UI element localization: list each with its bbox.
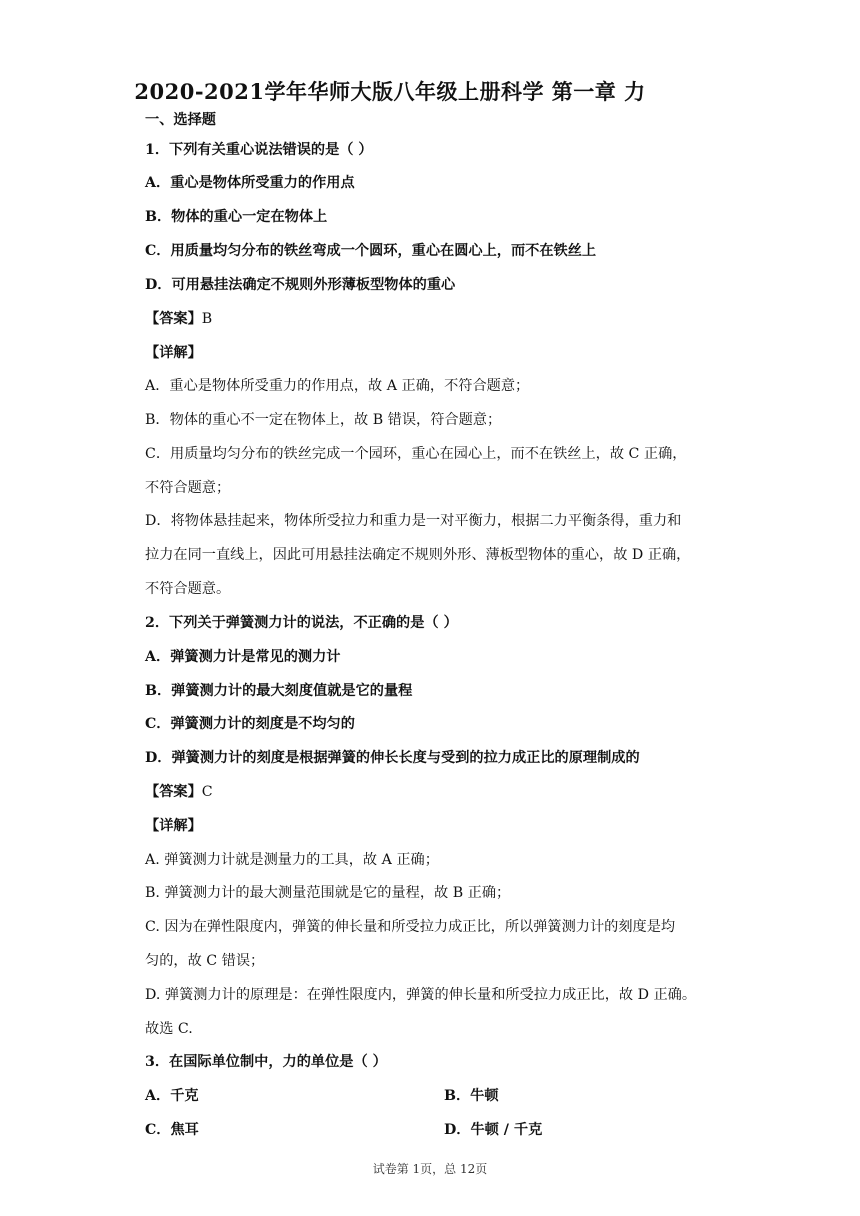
question-2-option-d: D．弹簧测力计的刻度是根据弹簧的伸长长度与受到的拉力成正比的原理制成的 bbox=[145, 750, 640, 766]
question-2-answer bbox=[145, 782, 213, 802]
answer-value: C bbox=[201, 784, 213, 800]
question-1-explanation-line: 不符合题意； bbox=[145, 480, 231, 496]
question-1-analysis-label: 【详解】 bbox=[145, 345, 202, 361]
question-1-explanation-line: D．将物体悬挂起来，物体所受拉力和重力是一对平衡力，根据二力平衡条得，重力和 bbox=[145, 513, 682, 529]
question-3-option-c: C．焦耳 bbox=[145, 1122, 199, 1138]
question-1-option-d: D．可用悬挂法确定不规则外形薄板型物体的重心 bbox=[145, 277, 456, 293]
question-1-explanation-line: C．用质量均匀分布的铁丝完成一个园环，重心在园心上，而不在铁丝上，故 C 正确， bbox=[145, 446, 687, 462]
answer-label: 【答案】 bbox=[145, 784, 202, 800]
question-2-explanation-line: C. 因为在弹性限度内，弹簧的伸长量和所受拉力成正比，所以弹簧测力计的刻度是均 bbox=[145, 919, 676, 935]
answer-value: B bbox=[201, 311, 213, 327]
question-1-explanation-line: B．物体的重心不一定在物体上，故 B 错误，符合题意； bbox=[145, 412, 502, 428]
page-footer: 试卷第 1页，总 12页 bbox=[372, 1162, 488, 1176]
question-2-option-b: B．弹簧测力计的最大刻度值就是它的量程 bbox=[145, 683, 413, 699]
question-3-option-b: B．牛顿 bbox=[444, 1088, 499, 1104]
answer-label: 【答案】 bbox=[145, 311, 202, 327]
question-1-explanation-line: 拉力在同一直线上，因此可用悬挂法确定不规则外形、薄板型物体的重心，故 D 正确， bbox=[145, 547, 691, 563]
question-1-explanation-line: 不符合题意。 bbox=[145, 581, 231, 597]
question-2-explanation-line: A. 弹簧测力计就是测量力的工具，故 A 正确； bbox=[145, 852, 439, 868]
question-2-option-a: A．弹簧测力计是常见的测力计 bbox=[145, 649, 341, 665]
question-2-explanation-line: B. 弹簧测力计的最大测量范围就是它的量程，故 B 正确； bbox=[145, 885, 511, 901]
question-1-option-b: B．物体的重心一定在物体上 bbox=[145, 209, 328, 225]
section-heading: 一、选择题 bbox=[145, 112, 216, 128]
question-1-answer bbox=[145, 309, 212, 329]
question-2-analysis-label: 【详解】 bbox=[145, 818, 202, 834]
question-2-explanation-line: 故选 C. bbox=[145, 1021, 193, 1037]
question-1-explanation-line: A．重心是物体所受重力的作用点，故 A 正确，不符合题意； bbox=[145, 378, 530, 394]
question-2-explanation-line: D. 弹簧测力计的原理是：在弹性限度内，弹簧的伸长量和所受拉力成正比，故 D 正确。 bbox=[145, 987, 697, 1003]
question-3-option-d: D．牛顿 / 千克 bbox=[444, 1122, 543, 1138]
question-1-stem: 1．下列有关重心说法错误的是（ ） bbox=[145, 142, 373, 158]
question-2-option-c: C．弹簧测力计的刻度是不均匀的 bbox=[145, 716, 355, 732]
question-3-option-a: A．千克 bbox=[145, 1088, 199, 1104]
page-title: 2020-2021学年华师大版八年级上册科学 第一章 力 bbox=[134, 79, 646, 104]
question-2-stem: 2．下列关于弹簧测力计的说法，不正确的是（ ） bbox=[145, 615, 458, 631]
question-1-option-c: C．用质量均匀分布的铁丝弯成一个圆环，重心在圆心上，而不在铁丝上 bbox=[145, 243, 597, 259]
question-2-explanation-line: 匀的，故 C 错误； bbox=[145, 953, 265, 969]
question-3-stem: 3．在国际单位制中，力的单位是（ ） bbox=[145, 1054, 387, 1070]
question-1-option-a: A．重心是物体所受重力的作用点 bbox=[145, 175, 355, 191]
